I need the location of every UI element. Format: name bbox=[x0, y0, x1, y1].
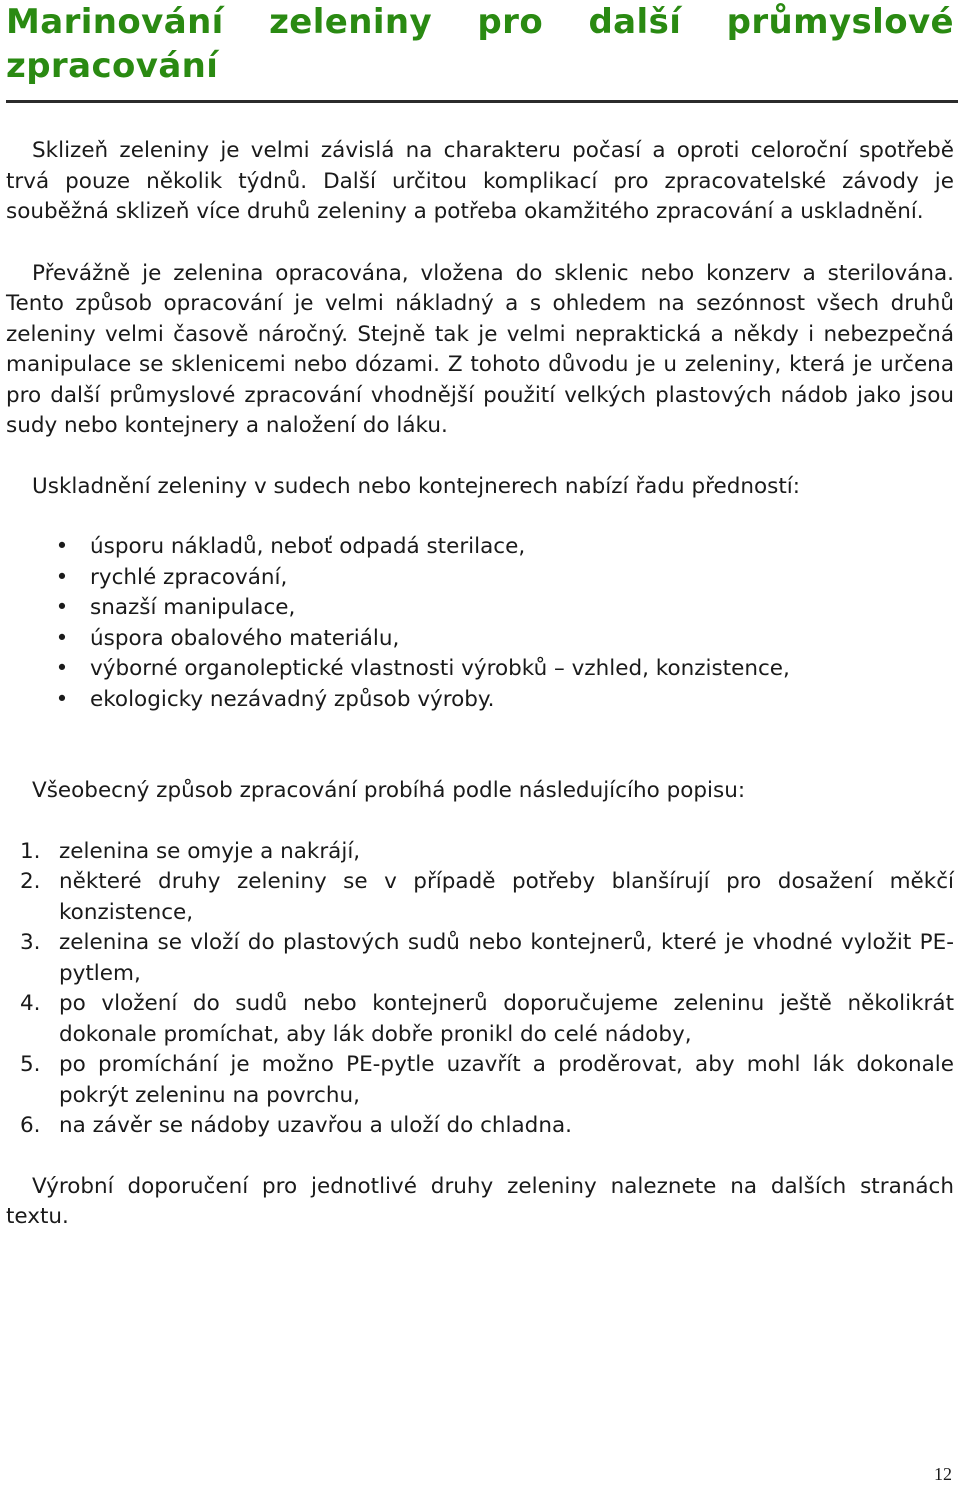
intro-paragraph: Sklizeň zeleniny je velmi závislá na charakteru počasí a oproti celoroční spotřebě trvá pouze několik týdnů. Další určitou komplikací pro zpracovatelské závody je souběžná sklizeň více druhů zeleniny a potřeba okamžitého zpracování a uskladnění. bbox=[6, 138, 954, 224]
step-number: 1. bbox=[20, 838, 41, 864]
processing-paragraph: Převážně je zelenina opracována, vložena do sklenic nebo konzerv a sterilována. Tento způsob opracování je velmi nákladný a s ohledem na sezónnost všech druhů zeleniny velmi časově náročný. Stejně tak je velmi nepraktická a někdy i nebezpečná manipulace se sklenicemi nebo dózami. Z tohoto důvodu je u zeleniny, která je určena pro další průmyslové zpracování vhodnější použití velkých plastových nádob jako jsou sudy nebo kontejnery a naložení do láku. bbox=[6, 260, 954, 438]
step-number: 5. bbox=[20, 1052, 41, 1077]
step-text: některé druhy zeleniny se v případě potřeby blanšírují pro dosažení měkčí konzistence, bbox=[59, 869, 954, 925]
step-item bbox=[6, 837, 954, 868]
step-item bbox=[6, 989, 954, 1050]
step-text: po vložení do sudů nebo kontejnerů doporučujeme zeleninu ještě několikrát dokonale promíchat, aby lák dobře pronikl do celé nádoby, bbox=[59, 991, 954, 1047]
step-text: zelenina se omyje a nakrájí, bbox=[59, 838, 361, 864]
list-item bbox=[6, 624, 954, 655]
page-number: 12 bbox=[934, 1464, 952, 1484]
bullet-icon: • bbox=[55, 534, 69, 559]
bullet-icon: • bbox=[55, 686, 69, 712]
list-item-text: rychlé zpracování, bbox=[90, 564, 288, 590]
list-item bbox=[6, 685, 954, 716]
list-item bbox=[6, 654, 954, 685]
step-item bbox=[6, 1050, 954, 1111]
step-number: 6. bbox=[20, 1113, 41, 1138]
list-item-text: úsporu nákladů, neboť odpadá sterilace, bbox=[90, 534, 526, 559]
step-item bbox=[6, 1111, 954, 1142]
advantages-intro-paragraph: Uskladnění zeleniny v sudech nebo kontejnerech nabízí řadu předností: bbox=[32, 473, 800, 499]
bullet-icon: • bbox=[55, 625, 69, 651]
step-text: po promíchání je možno PE-pytle uzavřít a proděrovat, aby mohl lák dokonale pokrýt zeleninu na povrchu, bbox=[59, 1052, 954, 1108]
advantages-list bbox=[6, 532, 954, 715]
step-number: 2. bbox=[20, 869, 41, 894]
bullet-icon: • bbox=[55, 656, 69, 681]
procedure-steps-list bbox=[6, 837, 954, 1142]
page-title: Marinování zeleniny pro další průmyslové zpracování bbox=[6, 2, 954, 86]
bullet-icon: • bbox=[55, 564, 69, 590]
list-item-text: snazší manipulace, bbox=[90, 595, 296, 620]
step-number: 3. bbox=[20, 930, 41, 955]
bullet-icon: • bbox=[55, 595, 69, 620]
step-item bbox=[6, 928, 954, 989]
list-item-text: ekologicky nezávadný způsob výroby. bbox=[90, 686, 495, 712]
step-text: zelenina se vloží do plastových sudů nebo kontejnerů, které je vhodné vyložit PE-pytlem, bbox=[59, 930, 954, 986]
procedure-intro-paragraph: Všeobecný způsob zpracování probíhá podle následujícího popisu: bbox=[32, 778, 746, 803]
title-divider bbox=[6, 100, 958, 103]
list-item bbox=[6, 532, 954, 563]
step-number: 4. bbox=[20, 991, 41, 1016]
list-item-text: výborné organoleptické vlastnosti výrobků – vzhled, konzistence, bbox=[90, 656, 790, 681]
step-item bbox=[6, 867, 954, 928]
list-item bbox=[6, 593, 954, 624]
list-item bbox=[6, 563, 954, 594]
closing-paragraph: Výrobní doporučení pro jednotlivé druhy zeleniny naleznete na dalších stranách textu. bbox=[6, 1173, 954, 1229]
step-text: na závěr se nádoby uzavřou a uloží do chladna. bbox=[59, 1113, 572, 1138]
list-item-text: úspora obalového materiálu, bbox=[90, 625, 400, 651]
document-page bbox=[6, 0, 954, 1233]
